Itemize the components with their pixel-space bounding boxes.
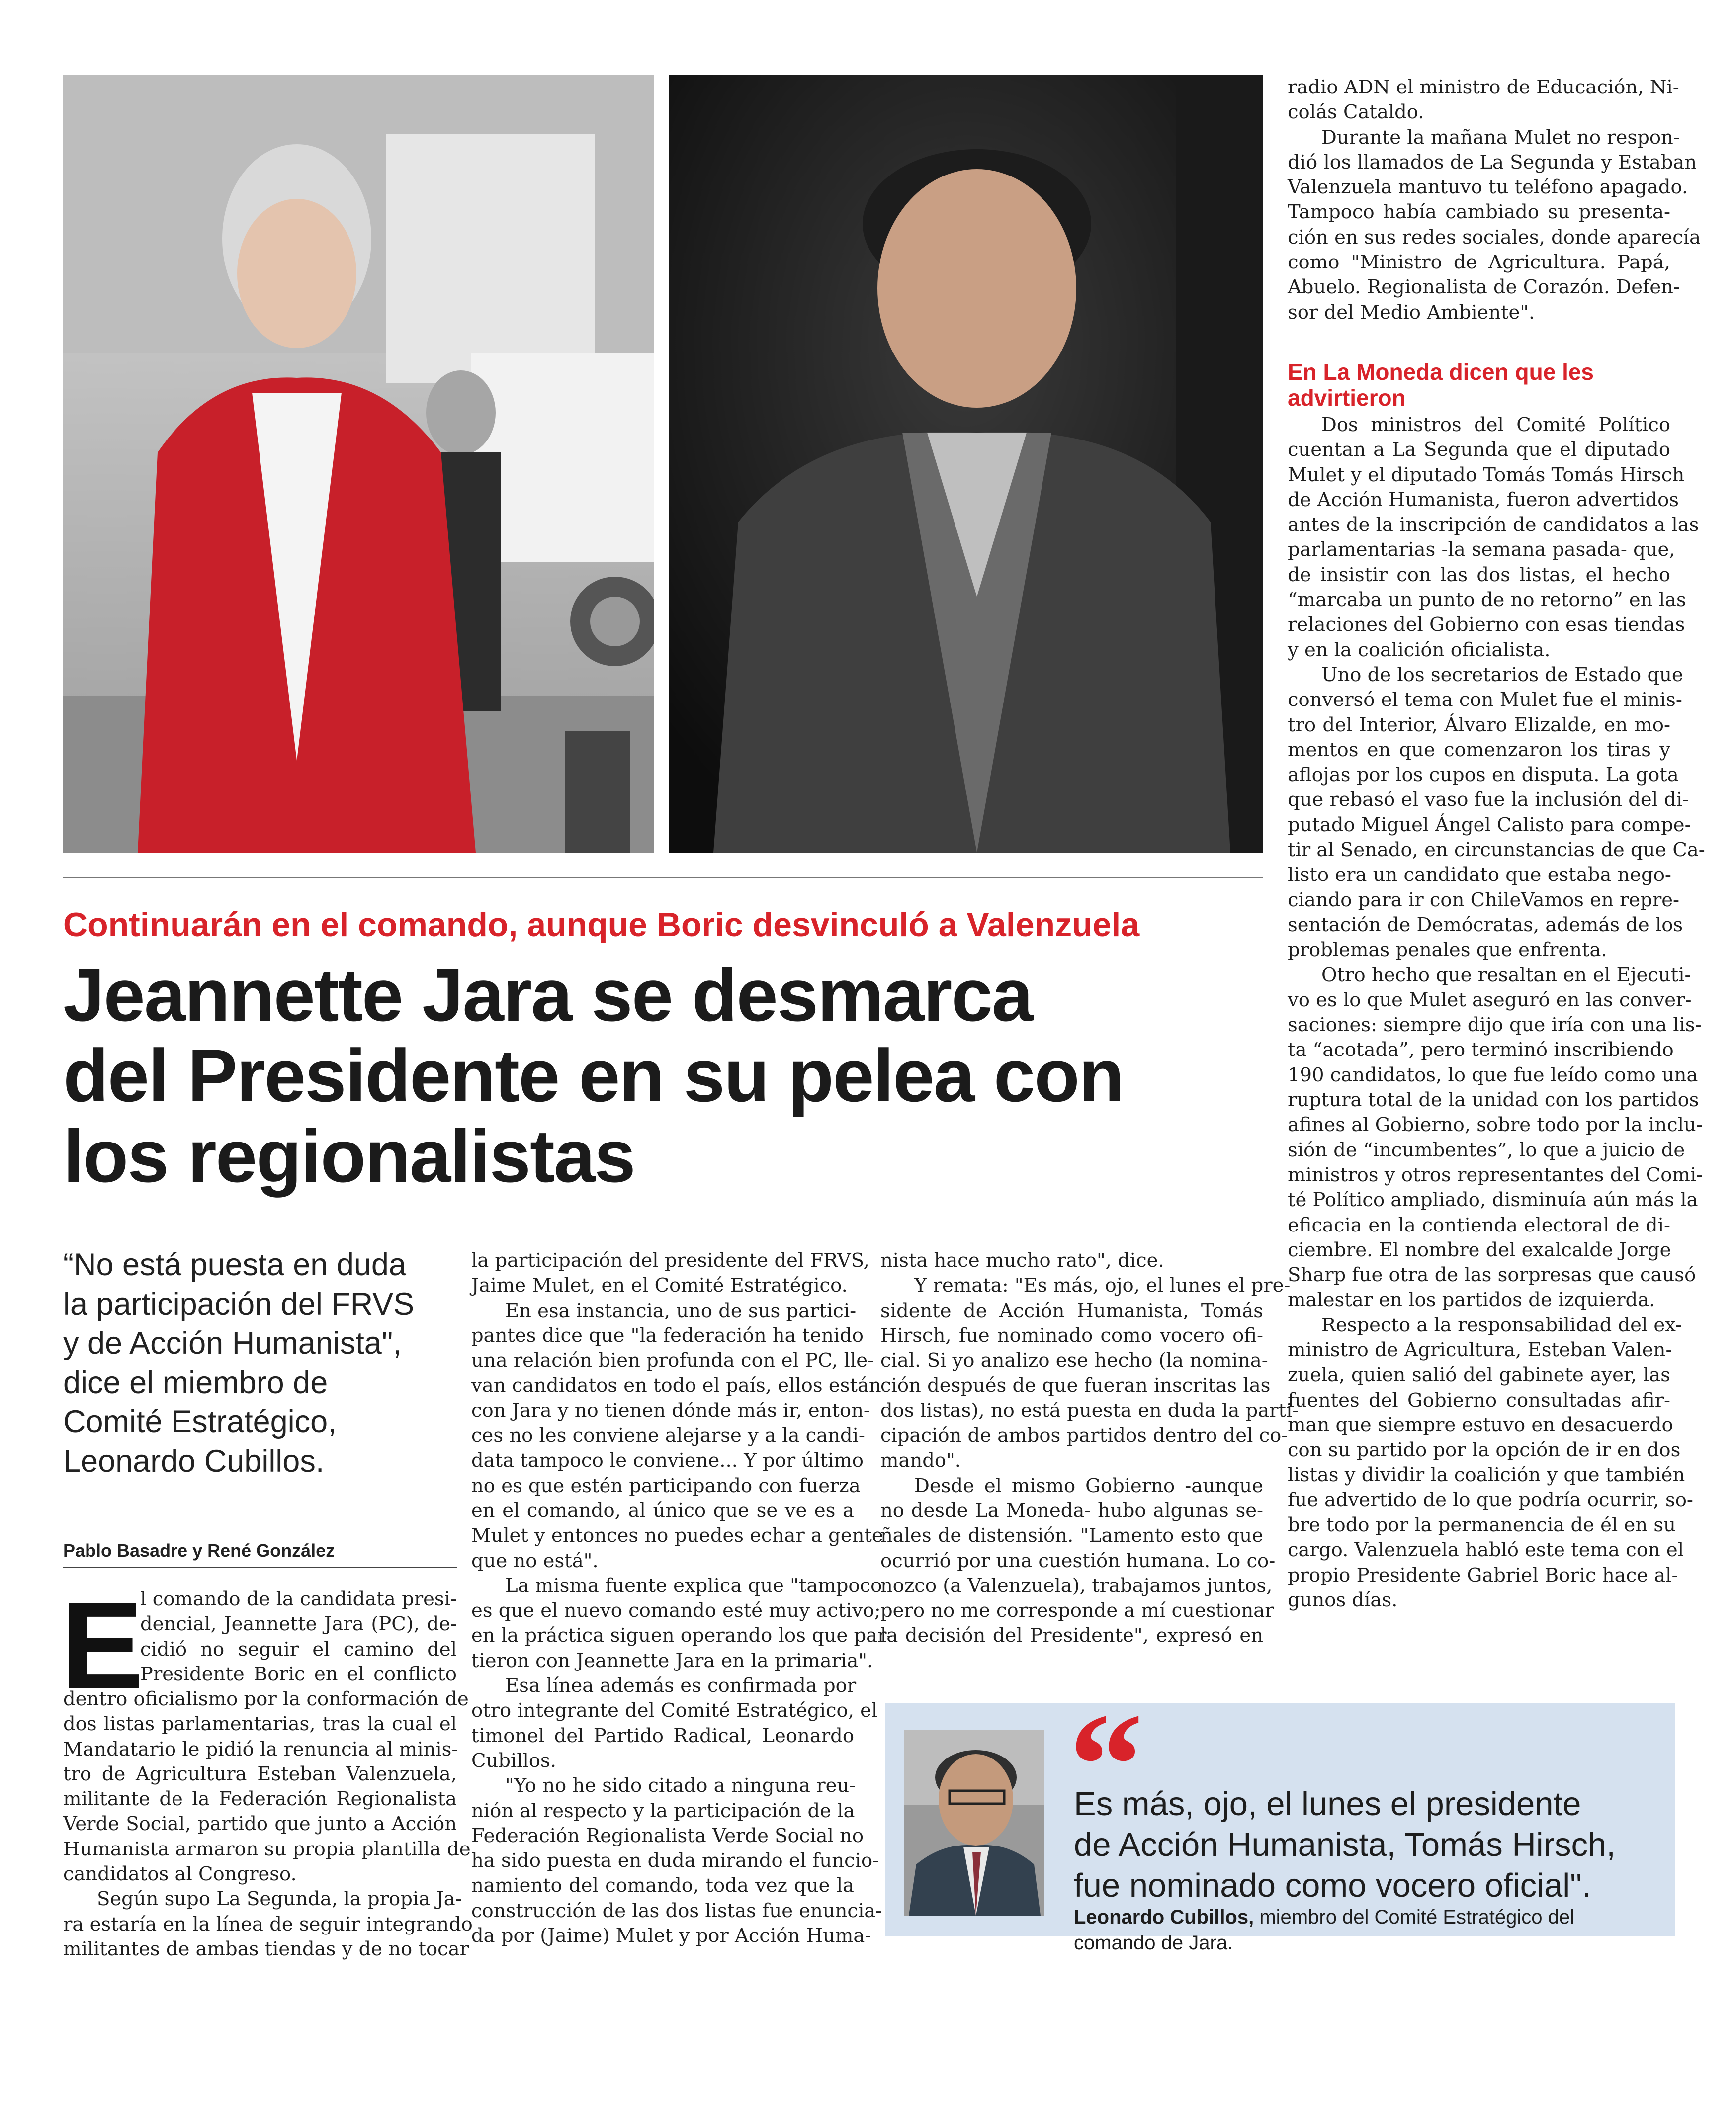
text-line: Respecto a la responsabilidad del ex- [1321, 1314, 1682, 1336]
text-line: ción en sus redes sociales, donde aparecía [1288, 226, 1701, 249]
text-line: dos listas parlamentarias, tras la cual el [63, 1713, 457, 1736]
text-line: afines al Gobierno, sobre todo por la inclu- [1288, 1114, 1703, 1137]
headline-top-rule [63, 877, 1263, 878]
headline-line: del Presidente en su pelea con [63, 1034, 1124, 1117]
text-line: l comando de la candidata presi- [140, 1588, 457, 1610]
text-line: Uno de los secretarios de Estado que [1321, 663, 1683, 686]
text-line: tro de Agricultura Esteban Valenzuela, [63, 1762, 457, 1785]
text-line: pantes dice que "la federación ha tenido [471, 1324, 864, 1347]
text-line: antes de la inscripción de candidatos a las [1288, 514, 1699, 536]
text-line: Jaime Mulet, en el Comité Estratégico. [471, 1274, 848, 1297]
text-line: Desde el mismo Gobierno -aunque [914, 1474, 1263, 1497]
text-line: ra estaría en la línea de seguir integrando [63, 1913, 473, 1935]
column-3 [880, 1248, 1299, 1649]
text-line: cipación de ambos partidos dentro del co- [880, 1424, 1288, 1447]
attribution-line: comando de Jara. [1074, 1932, 1233, 1954]
text-line: de insistir con las dos listas, el hecho [1288, 563, 1670, 586]
text-line: man que siempre estuvo en desacuerdo [1288, 1413, 1673, 1436]
byline: Pablo Basadre y René González [63, 1540, 335, 1561]
attribution-line [1074, 1904, 1574, 1930]
text-line: van candidatos en todo el país, ellos están [471, 1374, 881, 1397]
quote-line: Es más, ojo, el lunes el presidente [1074, 1785, 1581, 1823]
attribution-name: Leonardo Cubillos, [1074, 1906, 1254, 1928]
text-line: es que el nuevo comando esté muy activo; [471, 1599, 881, 1622]
text-line: la decisión del Presidente", expresó en [880, 1624, 1263, 1647]
text-line: Tampoco había cambiado su presenta- [1288, 201, 1670, 224]
text-line: fue advertido de lo que podría ocurrir, so- [1288, 1489, 1693, 1511]
text-line: parlamentarias -la semana pasada- que, [1288, 538, 1675, 561]
text-line: militantes de ambas tiendas y de no tocar [63, 1937, 469, 1960]
jara-photo-illustration [63, 75, 654, 853]
text-line: que no está". [471, 1549, 599, 1572]
text-line: ción después de que fueran inscritas las [880, 1374, 1271, 1397]
text-line: dió los llamados de La Segunda y Estaban [1288, 151, 1697, 174]
text-line: putado Miguel Ángel Calisto para compe- [1288, 813, 1691, 836]
text-line: gunos días. [1288, 1588, 1398, 1611]
text-line: la participación del presidente del FRVS, [471, 1249, 869, 1272]
text-line: sión de “incumbentes”, lo que a juicio de [1288, 1139, 1685, 1161]
text-line: ocurrió por una cuestión humana. Lo co- [880, 1549, 1276, 1572]
text-line: timonel del Partido Radical, Leonardo [471, 1724, 854, 1747]
text-line: propio Presidente Gabriel Boric hace al- [1288, 1564, 1678, 1586]
text-line: fuentes del Gobierno consultadas afir- [1288, 1389, 1670, 1411]
text-line: Mulet y entonces no puedes echar a gente [471, 1524, 883, 1547]
column-2 [471, 1248, 893, 1948]
text-line: té Político ampliado, disminuía aún más la [1288, 1189, 1698, 1212]
text-line: tieron con Jeannette Jara en la primaria". [471, 1649, 873, 1672]
byline-rule [63, 1567, 457, 1568]
text-line: ruptura total de la unidad con los partidos [1288, 1089, 1699, 1112]
text-line: mentos en que comenzaron los tiras y [1288, 738, 1670, 761]
headline-line: los regionalistas [63, 1114, 635, 1198]
text-line: Sharp fue otra de las sorpresas que causó [1288, 1264, 1696, 1287]
lead-line: Comité Estratégico, [63, 1405, 337, 1439]
text-line: eficacia en la contienda electoral de di- [1288, 1214, 1670, 1236]
text-line: dencial, Jeannette Jara (PC), de- [140, 1613, 457, 1636]
drop-cap: E [61, 1576, 144, 1715]
cubillos-photo-illustration [904, 1730, 1044, 1916]
text-line: Abuelo. Regionalista de Corazón. Defen- [1288, 276, 1680, 299]
text-line: sentación de Demócratas, además de los [1288, 913, 1683, 936]
text-line: zuela, quien salió del gabinete ayer, las [1288, 1364, 1670, 1387]
text-line: ciembre. El nombre del exalcalde Jorge [1288, 1238, 1671, 1261]
text-line: da por (Jaime) Mulet y por Acción Huma- [471, 1925, 871, 1947]
valenzuela-photo-illustration [669, 75, 1263, 853]
text-line: Humanista armaron su propia plantilla de [63, 1838, 471, 1860]
attribution-role: miembro del Comité Estratégico del [1254, 1906, 1574, 1928]
text-line: Valenzuela mantuvo tu teléfono apagado. [1288, 176, 1688, 199]
text-line: problemas penales que enfrenta. [1288, 939, 1607, 962]
text-line: dentro oficialismo por la conformación de [63, 1688, 469, 1710]
text-line: otro integrante del Comité Estratégico, el [471, 1699, 878, 1722]
text-line: listo era un candidato que estaba nego- [1288, 864, 1671, 886]
text-line: colás Cataldo. [1288, 101, 1424, 124]
column-4 [1288, 413, 1705, 1613]
text-line: no desde La Moneda- hubo algunas se- [880, 1499, 1263, 1522]
text-line: listas y dividir la coalición y que también [1288, 1464, 1685, 1487]
text-line: de Acción Humanista, fueron advertidos [1288, 488, 1679, 511]
pull-quote-attribution [1074, 1904, 1574, 1956]
text-line: ministro de Agricultura, Esteban Valen- [1288, 1338, 1672, 1361]
text-line: ñales de distensión. "Lamento esto que [880, 1524, 1263, 1547]
text-line: en el comando, al único que se ve es a [471, 1499, 854, 1522]
subhead-line: En La Moneda dicen que les [1288, 359, 1594, 385]
text-line: En esa instancia, uno de sus partici- [505, 1299, 857, 1322]
article-headline [63, 955, 1123, 1196]
text-line: Cubillos. [471, 1749, 557, 1772]
text-line: La misma fuente explica que "tampoco [505, 1574, 882, 1597]
lead-line: la participación del FRVS [63, 1287, 415, 1321]
text-line: nozco (a Valenzuela), trabajamos juntos, [880, 1574, 1273, 1597]
text-line: dos listas), no está puesta en duda la parti- [880, 1399, 1299, 1422]
lead-line: Leonardo Cubillos. [63, 1444, 325, 1479]
text-line: data tampoco le conviene... Y por último [471, 1449, 864, 1472]
lead-line: y de Acción Humanista", [63, 1326, 402, 1361]
text-line: Mandatario le pidió la renuncia al minis- [63, 1738, 458, 1760]
text-line: "Yo no he sido citado a ninguna reu- [505, 1774, 856, 1797]
text-line: sor del Medio Ambiente". [1288, 301, 1535, 324]
pull-quote-text [1074, 1784, 1616, 1906]
text-line: cargo. Valenzuela habló este tema con el [1288, 1539, 1684, 1562]
text-line: como "Ministro de Agricultura. Papá, [1288, 251, 1670, 274]
text-line: mando". [880, 1449, 961, 1472]
text-line: nista hace mucho rato", dice. [880, 1249, 1164, 1272]
lead-line: “No está puesta en duda [63, 1247, 406, 1282]
text-line: sidente de Acción Humanista, Tomás [880, 1299, 1263, 1322]
text-line: una relación bien profunda con el PC, lle- [471, 1349, 874, 1372]
text-line: candidatos al Congreso. [63, 1863, 297, 1886]
subhead-line: advirtieron [1288, 385, 1406, 411]
text-line: Durante la mañana Mulet no respon- [1321, 126, 1680, 149]
text-line: construcción de las dos listas fue enuncia- [471, 1899, 882, 1922]
text-line: relaciones del Gobierno con esas tiendas [1288, 614, 1685, 636]
text-line: ces no les conviene alejarse y a la candi- [471, 1424, 865, 1447]
headline-line: Jeannette Jara se desmarca [63, 953, 1033, 1037]
text-line: radio ADN el ministro de Educación, Ni- [1288, 76, 1679, 98]
section-subhead [1288, 359, 1594, 411]
text-line: “marcaba un punto de no retorno” en las [1288, 589, 1686, 612]
column-1 [63, 1687, 473, 1962]
text-line: Esa línea además es confirmada por [505, 1674, 857, 1697]
text-line: Mulet y el diputado Tomás Tomás Hirsch [1288, 463, 1685, 486]
text-line: vo es lo que Mulet aseguró en las conver- [1288, 988, 1692, 1011]
text-line: namiento del comando, toda vez que la [471, 1874, 854, 1897]
text-line: tir al Senado, en circunstancias de que Ca- [1288, 839, 1705, 862]
text-line: Y remata: "Es más, ojo, el lunes el pre- [914, 1274, 1291, 1297]
text-line: tro del Interior, Álvaro Elizalde, en mo- [1288, 713, 1670, 736]
text-line: aflojas por los cupos en disputa. La gota [1288, 764, 1679, 787]
text-line: cidió no seguir el camino del [140, 1638, 457, 1661]
text-line: Según supo La Segunda, la propia Ja- [97, 1888, 462, 1911]
text-line: ciando para ir con ChileVamos en repre- [1288, 888, 1680, 911]
column-4-top [1288, 75, 1701, 325]
text-line: malestar en los partidos de izquierda. [1288, 1289, 1655, 1312]
quote-line: fue nominado como vocero oficial". [1074, 1867, 1591, 1904]
text-line: bre todo por la permanencia de él en su [1288, 1514, 1676, 1537]
text-line: conversó el tema con Mulet fue el minis- [1288, 689, 1682, 711]
text-line: nión al respecto y la participación de la [471, 1799, 855, 1822]
text-line: Federación Regionalista Verde Social no [471, 1824, 864, 1847]
text-line: Otro hecho que resaltan en el Ejecuti- [1321, 964, 1691, 986]
text-line: Verde Social, partido que junto a Acción [63, 1813, 457, 1836]
text-line: con Jara y no tienen dónde más ir, enton- [471, 1399, 870, 1422]
text-line: con su partido por la opción de ir en dos [1288, 1439, 1681, 1462]
jeannette-jara-photo [63, 75, 654, 853]
text-line: ta “acotada”, pero terminó inscribiendo [1288, 1039, 1674, 1061]
quote-mark-icon: “ [1069, 1682, 1143, 1847]
text-line: Dos ministros del Comité Político [1321, 414, 1670, 436]
text-line: cuentan a La Segunda que el diputado [1288, 439, 1670, 461]
text-line: y en la coalición oficialista. [1288, 638, 1551, 661]
text-line: no es que estén participando con fuerza [471, 1474, 861, 1497]
text-line: saciones: siempre dijo que iría con una lis- [1288, 1014, 1702, 1037]
text-line: militante de la Federación Regionalista [63, 1788, 457, 1811]
text-line: que rebasó el vaso fue la inclusión del di- [1288, 789, 1689, 811]
text-line: cial. Si yo analizo ese hecho (la nomina- [880, 1349, 1268, 1372]
leonardo-cubillos-photo [904, 1730, 1044, 1916]
text-line: ha sido puesta en duda mirando el funcio- [471, 1849, 879, 1872]
column-1-dropcap-lines [140, 1587, 457, 1687]
text-line: Hirsch, fue nominado como vocero ofi- [880, 1324, 1263, 1347]
lead-line: dice el miembro de [63, 1365, 328, 1400]
article-kicker: Continuarán en el comando, aunque Boric desvinculó a Valenzuela [63, 906, 1140, 944]
text-line: en la práctica siguen operando los que par- [471, 1624, 893, 1647]
esteban-valenzuela-photo [669, 75, 1263, 853]
text-line: ministros y otros representantes del Comi- [1288, 1163, 1703, 1186]
text-line: Presidente Boric en el conflicto [140, 1663, 457, 1685]
quote-line: de Acción Humanista, Tomás Hirsch, [1074, 1826, 1616, 1863]
text-line: pero no me corresponde a mí cuestionar [880, 1599, 1274, 1622]
text-line: 190 candidatos, lo que fue leído como una [1288, 1063, 1698, 1086]
article-lead [63, 1245, 414, 1481]
